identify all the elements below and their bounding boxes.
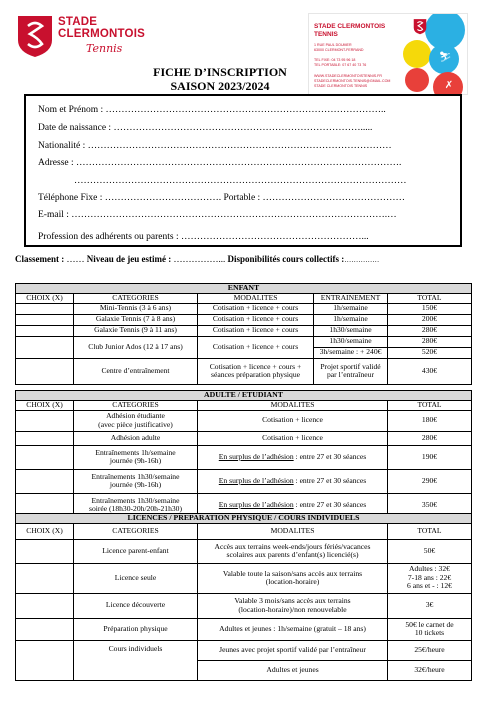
total-cell: 520€ (388, 347, 472, 358)
table-row (16, 314, 472, 325)
categories-header: CATEGORIES (74, 293, 198, 303)
categorie-cell: Préparation physique (74, 618, 198, 640)
choix-checkbox[interactable] (16, 469, 74, 493)
adulte-table (15, 390, 472, 518)
modalites-line2: (location-horaire)/non renouvelable (238, 604, 347, 614)
choix-checkbox[interactable] (16, 640, 74, 680)
choix-checkbox[interactable] (16, 410, 74, 431)
telephone-field[interactable]: Téléphone Fixe : ………………………………. Portable : ……………………………………… (38, 193, 406, 203)
tennis-ball-yellow-icon (403, 40, 431, 68)
choix-checkbox[interactable] (16, 303, 74, 314)
club-tennis-script: Tennis (86, 42, 123, 55)
modalites-cell (198, 563, 388, 593)
categorie-line1: Adhésion étudiante (106, 411, 165, 420)
banner-address2: 63000 CLERMONT-FERRAND (314, 48, 364, 52)
total-cell: 350€ (388, 493, 472, 517)
table-row (16, 539, 472, 563)
total-cell: 290€ (388, 469, 472, 493)
categorie-cell (74, 410, 198, 431)
banner-title (314, 23, 385, 39)
choix-checkbox[interactable] (16, 539, 74, 563)
classement-line (15, 254, 379, 264)
modalites-cell (198, 469, 388, 493)
seances-text: : entre 27 et 30 séances (293, 451, 367, 461)
choix-checkbox[interactable] (16, 358, 74, 384)
modalites-cell: Cotisation + licence + cours (198, 336, 314, 358)
modalites-header: MODALITES (198, 400, 388, 410)
club-logo (16, 14, 166, 64)
total-line3: 6 ans et - : 12€ (407, 581, 452, 591)
dispo-label: Disponibilités cours collectifs : (227, 254, 345, 264)
entrainement-cell: 1h30/semaine (314, 325, 388, 336)
nom-field[interactable]: Nom et Prénom : …………………………………………………………………………….. (38, 105, 386, 115)
total-cell (388, 618, 472, 640)
modalites-line2: séances préparation physique (211, 370, 300, 380)
banner-email: STADECLERMONTOIS.TENNIS@GMAIL.COM (314, 79, 391, 83)
modalites-line1: Valable 3 mois/sans accès aux terrains (234, 596, 351, 605)
banner-portable: TEL PORTABLE: 07 67 40 73 76 (314, 63, 367, 67)
table-row (16, 640, 472, 660)
total-cell: 200€ (388, 314, 472, 325)
table-row (16, 469, 472, 493)
entrainement-line2: par l’entraîneur (326, 370, 374, 380)
categorie-cell: Adhésion adulte (74, 431, 198, 445)
total-cell: 280€ (388, 325, 472, 336)
banner-shield-icon (413, 18, 427, 35)
choix-checkbox[interactable] (16, 325, 74, 336)
email-field[interactable]: E-mail : ……………………………………………………………………………………….… (38, 210, 397, 220)
categorie-cell (74, 469, 198, 493)
licences-table (15, 513, 472, 681)
categorie-line2: (avec pièce justificative) (98, 419, 173, 429)
table-row (16, 410, 472, 431)
identity-form (24, 94, 462, 247)
page-title (120, 65, 320, 93)
modalites-header: MODALITES (198, 293, 314, 303)
table-row (16, 593, 472, 618)
modalites-cell: Adultes et jeunes : 1h/semaine (gratuit – 18 ans) (198, 618, 388, 640)
choix-checkbox[interactable] (16, 431, 74, 445)
categorie-cell: Mini-Tennis (3 à 6 ans) (74, 303, 198, 314)
total-cell: 50€ (388, 539, 472, 563)
modalites-cell (198, 539, 388, 563)
categorie-line1: Entraînements 1h30/semaine (91, 471, 180, 481)
banner-title2: TENNIS (314, 31, 338, 38)
banner-web: WWW.STADECLERMONTOISTENNIS.FR (314, 74, 382, 78)
modalites-cell: Cotisation + licence (198, 410, 388, 431)
total-cell (388, 563, 472, 593)
choix-checkbox[interactable] (16, 314, 74, 325)
modalites-line2: scolaires aux parents d’enfant(s) licencié(s) (226, 550, 359, 560)
categorie-cell: Licence seule (74, 563, 198, 593)
categorie-cell: Cours individuels (74, 640, 198, 680)
total-header: TOTAL (388, 400, 472, 410)
modalites-line1: Accès aux terrains week-ends/jours fériés/vacances (214, 541, 371, 551)
categorie-line2: journée (9h-16h) (109, 480, 162, 490)
categorie-cell (74, 445, 198, 469)
total-cell: 3€ (388, 593, 472, 618)
categorie-cell: Galaxie Tennis (9 à 11 ans) (74, 325, 198, 336)
surplus-label: En surplus de l’adhésion (218, 499, 294, 509)
seances-text: : entre 27 et 30 séances (293, 499, 367, 509)
modalites-line2: (location-horaire) (265, 577, 320, 587)
table-row (16, 618, 472, 640)
categorie-cell: Centre d’entraînement (74, 358, 198, 384)
table-row (16, 431, 472, 445)
table-row (16, 563, 472, 593)
modalites-cell: Jeunes avec projet sportif validé par l’entraîneur (198, 640, 388, 660)
tennis-ball-red-icon (405, 68, 429, 92)
enfant-section-title: ENFANT (16, 284, 472, 294)
entrainement-cell: 3h/semaine : + 240€ (314, 347, 388, 358)
racket-icon: ✗ (444, 80, 454, 91)
categorie-line1: Entraînements 1h30/semaine (91, 495, 180, 505)
modalites-cell: Cotisation + licence + cours (198, 303, 314, 314)
total-cell: 150€ (388, 303, 472, 314)
surplus-label: En surplus de l’adhésion (218, 451, 294, 461)
categorie-cell: Galaxie Tennis (7 à 8 ans) (74, 314, 198, 325)
classement-label: Classement : (15, 254, 65, 264)
banner-facebook: STADE CLERMONTOIS TENNIS (314, 84, 368, 88)
categorie-cell: Licence parent-enfant (74, 539, 198, 563)
categorie-cell: Licence découverte (74, 593, 198, 618)
total-header: TOTAL (388, 293, 472, 303)
modalites-cell (198, 445, 388, 469)
adulte-section-title: ADULTE / ETUDIANT (16, 391, 472, 401)
dispo-dots[interactable]: …………… (344, 256, 380, 264)
title-line1: FICHE D’INSCRIPTION (153, 65, 287, 79)
modalites-cell: Cotisation + licence + cours (198, 325, 314, 336)
total-cell: 430€ (388, 358, 472, 384)
club-name-line2: CLERMONTOIS (58, 28, 145, 40)
choix-header: CHOIX (X) (16, 293, 74, 303)
title-line2: SAISON 2023/2024 (170, 79, 270, 93)
choix-header: CHOIX (X) (16, 400, 74, 410)
total-line1: Adultes : 32€ (409, 564, 450, 574)
niveau-dots[interactable]: ……………... (171, 254, 228, 264)
table-row (16, 358, 472, 384)
modalites-cell: Adultes et jeunes (198, 660, 388, 680)
entrainement-line1: Projet sportif validé (320, 361, 381, 371)
total-line2: 7-18 ans : 22€ (407, 572, 452, 582)
entrainement-cell: 1h30/semaine (314, 336, 388, 347)
club-name-line1: STADE (58, 16, 98, 28)
naissance-field[interactable]: Date de naissance : ……………………………………………………………………..... (38, 123, 373, 133)
table-row (16, 445, 472, 469)
entrainement-header: ENTRAINEMENT (314, 293, 388, 303)
adresse-field-line2[interactable]: …………………………………………………………………………………………… (74, 176, 407, 186)
entrainement-cell: 1h/semaine (314, 314, 388, 325)
classement-dots[interactable]: …… (64, 254, 87, 264)
club-shield-icon (16, 14, 54, 58)
modalites-cell (198, 358, 314, 384)
total-line1: 50€ le carnet de (405, 619, 454, 629)
modalites-line1: Cotisation + licence + cours + (209, 361, 302, 371)
profession-field[interactable]: Profession des adhérents ou parents : …………………………………………………... (38, 232, 369, 242)
modalites-cell (198, 593, 388, 618)
modalites-cell: Cotisation + licence + cours (198, 314, 314, 325)
categorie-cell: Club Junior Ados (12 à 17 ans) (74, 336, 198, 358)
niveau-label: Niveau de jeu estimé : (86, 254, 172, 264)
entrainement-cell: 1h/semaine (314, 303, 388, 314)
table-row (16, 336, 472, 347)
seances-text: : entre 27 et 30 séances (293, 475, 367, 485)
nationalite-field[interactable]: Nationalité : …………………………………………………………………………………… (38, 141, 392, 151)
banner-phone: TEL FIXE: 04 73 95 96 18 (314, 58, 356, 62)
club-name (58, 16, 145, 40)
total-cell: 190€ (388, 445, 472, 469)
modalites-header: MODALITES (198, 523, 388, 539)
choix-checkbox[interactable] (16, 618, 74, 640)
licences-section-title: LICENCES / PREPARATION PHYSIQUE / COURS INDIVIDUELS (16, 514, 472, 524)
choix-checkbox[interactable] (16, 445, 74, 469)
total-cell: 25€/heure (388, 640, 472, 660)
total-cell: 32€/heure (388, 660, 472, 680)
table-row (16, 303, 472, 314)
total-header: TOTAL (388, 523, 472, 539)
categories-header: CATEGORIES (74, 400, 198, 410)
banner-title1: STADE CLERMONTOIS (314, 23, 386, 30)
total-line2: 10 tickets (414, 628, 445, 638)
choix-checkbox[interactable] (16, 593, 74, 618)
categorie-line1: Entraînements 1h/semaine (95, 447, 176, 457)
surplus-label: En surplus de l’adhésion (218, 475, 294, 485)
modalites-line1: Valable toute la saison/sans accès aux terrains (222, 568, 363, 578)
choix-header: CHOIX (X) (16, 523, 74, 539)
contact-banner (308, 13, 468, 95)
banner-address1: 1 RUE PAUL DOUMER (314, 43, 352, 47)
modalites-cell: Cotisation + licence (198, 431, 388, 445)
choix-checkbox[interactable] (16, 336, 74, 358)
adresse-field[interactable]: Adresse : …………………………………………………………………………………………. (38, 158, 402, 168)
total-cell: 280€ (388, 431, 472, 445)
categorie-line2: soirée (18h30-20h/20h-21h30) (88, 504, 182, 514)
total-cell: 180€ (388, 410, 472, 431)
categorie-line2: journée (9h-16h) (109, 456, 162, 466)
total-cell: 280€ (388, 336, 472, 347)
player-icon: ⛷ (438, 52, 452, 63)
categories-header: CATEGORIES (74, 523, 198, 539)
entrainement-cell (314, 358, 388, 384)
enfant-table (15, 283, 472, 385)
choix-checkbox[interactable] (16, 563, 74, 593)
table-row (16, 325, 472, 336)
